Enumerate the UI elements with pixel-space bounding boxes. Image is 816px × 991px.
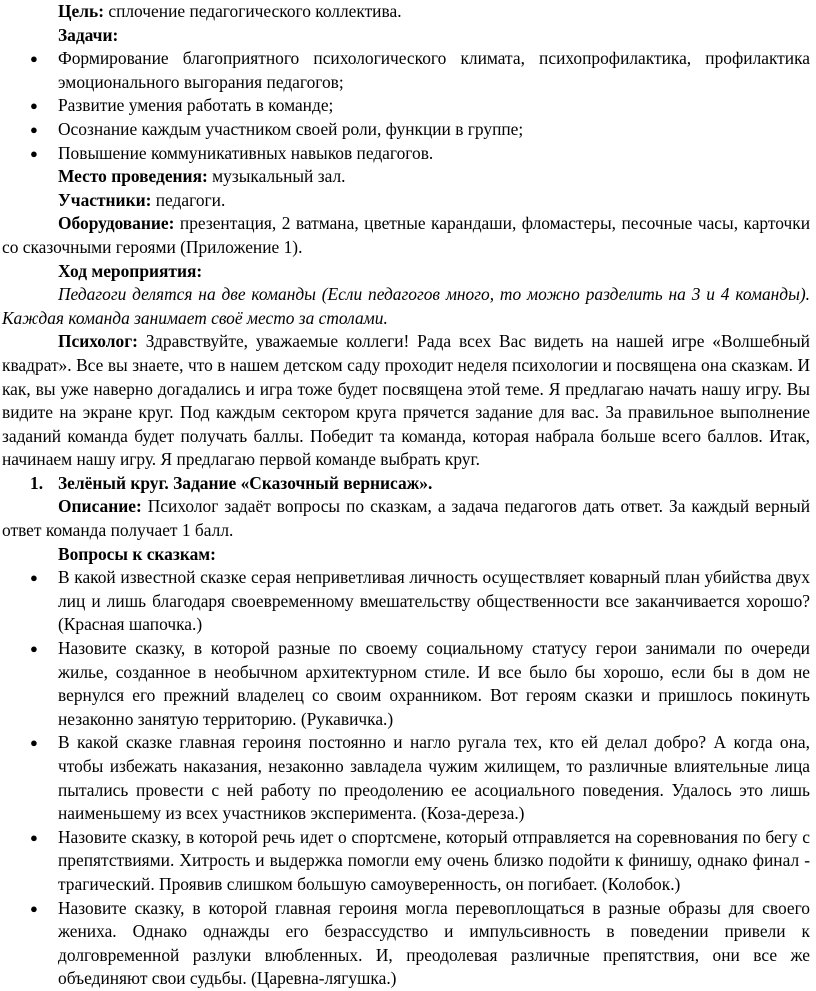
venue-line bbox=[2, 165, 810, 189]
list-item bbox=[2, 637, 810, 731]
psychologist-paragraph bbox=[2, 330, 810, 472]
psychologist-label: Психолог: bbox=[58, 331, 138, 352]
questions-heading-text: Вопросы к сказкам: bbox=[58, 543, 216, 564]
venue-label: Место проведения: bbox=[58, 166, 208, 187]
question-text: В какой сказке главная героиня постоянно и нагло ругала тех, кто ей делал добро? А когда она, чтобы избежать наказания, незаконно завладела чужим жилищем, то различные влиятельные лица пытались провести с ней работу по преодолению ее асоциального поведения. Удалось это лишь наименьшему из всех участников эксперимента. (Коза-дереза.) bbox=[58, 732, 810, 824]
question-text: Назовите сказку, в которой речь идет о спортсмене, который отправляется на соревнования по бегу с препятствиями. Хитрость и выдержка помогли ему очень близко подойти к финишу, однако финал - трагический. Проявив слишком большую самоуверенность, он погибает. (Колобок.) bbox=[58, 826, 810, 894]
task-text: Осознание каждым участником своей роли, функции в группе; bbox=[58, 118, 524, 139]
bullet-icon: ● bbox=[30, 145, 38, 161]
goal-text: сплочение педагогического коллектива. bbox=[104, 1, 402, 21]
task-text: Повышение коммуникативных навыков педагогов. bbox=[58, 142, 434, 163]
progress-heading bbox=[2, 260, 810, 284]
list-item bbox=[2, 94, 810, 118]
description-text: Психолог задаёт вопросы по сказкам, а задача педагогов дать ответ. За каждый верный ответ команда получает 1 балл. bbox=[2, 496, 810, 541]
list-item bbox=[2, 118, 810, 142]
tasks-heading bbox=[2, 24, 810, 48]
venue-text: музыкальный зал. bbox=[207, 166, 346, 187]
questions-heading bbox=[2, 543, 810, 567]
participants-line bbox=[2, 189, 810, 213]
equipment-label: Оборудование: bbox=[58, 213, 175, 234]
bullet-icon: ● bbox=[30, 121, 38, 137]
list-item bbox=[2, 47, 810, 94]
list-item bbox=[2, 142, 810, 166]
tasks-label: Задачи: bbox=[58, 24, 119, 45]
list-item bbox=[2, 731, 810, 825]
progress-heading-text: Ход мероприятия: bbox=[58, 260, 203, 281]
question-text: Назовите сказку, в которой главная героиня могла перевоплощаться в разные образы для своего жениха. Однако однажды его безрассудство и импульсивность в поведении привели к долговременной разлуки влюбленных. И, преодолевая различные препятствия, они все же объединяют свои судьбы. (Царевна-лягушка.) bbox=[58, 897, 810, 989]
bullet-icon: ● bbox=[30, 570, 38, 586]
section-list bbox=[2, 472, 810, 496]
questions-list bbox=[2, 566, 810, 991]
list-item bbox=[2, 566, 810, 637]
section-title-text: Зелёный круг. Задание «Сказочный вернисаж». bbox=[58, 472, 433, 493]
psychologist-text: Здравствуйте, уважаемые коллеги! Рада всех Вас видеть на нашей игре «Волшебный квадрат». Все вы знаете, что в нашем детском саду проходит неделя психологии и посвящена она сказкам. И как, вы уже наверно догадались и игра тоже будет посвящена этой теме. Я предлагаю начать нашу игру. Вы видите на экране круг. Под каждым сектором круга прячется задание для вас. За правильное выполнение заданий команда будет получать баллы. Победит та команда, которая набрала больше всего баллов. Итак, начинаем нашу игру. Я предлагаю первой команде выбрать круг. bbox=[2, 331, 810, 470]
question-text: В какой известной сказке серая неприветливая личность осуществляет коварный план убийства двух лиц и лишь благодаря своевременному вмешательству общественности все заканчивается хорошо? (Красная шапочка.) bbox=[58, 567, 810, 635]
participants-label: Участники: bbox=[58, 189, 152, 210]
participants-text: педагоги. bbox=[151, 189, 226, 210]
bullet-icon: ● bbox=[30, 829, 38, 845]
goal-label: Цель: bbox=[58, 1, 104, 21]
list-item bbox=[2, 826, 810, 897]
bullet-icon: ● bbox=[30, 51, 38, 67]
equipment-line bbox=[2, 212, 810, 259]
bullet-icon: ● bbox=[30, 900, 38, 916]
equipment-text: презентация, 2 ватмана, цветные карандаши, фломастеры, песочные часы, карточки со сказочными героями (Приложение 1). bbox=[2, 213, 810, 257]
bullet-icon: ● bbox=[30, 735, 38, 751]
instruction-paragraph: Педагоги делятся на две команды (Если педагогов много, то можно разделить на 3 и 4 команды). Каждая команда занимает своё место за столами. bbox=[2, 284, 810, 328]
goal-line bbox=[2, 0, 810, 24]
description-label: Описание: bbox=[58, 496, 142, 517]
task-text: Развитие умения работать в команде; bbox=[58, 95, 334, 116]
bullet-icon: ● bbox=[30, 641, 38, 657]
tasks-list bbox=[2, 47, 810, 165]
bullet-icon: ● bbox=[30, 98, 38, 114]
question-text: Назовите сказку, в которой разные по своему социальному статусу герои занимали по очереди жилье, созданное в необычном архитектурном стиле. И все было бы хорошо, если бы в дом не вернулся его прежний владелец со своим охранником. Вот героям сказки и пришлось покинуть незаконно занятую территорию. (Рукавичка.) bbox=[58, 638, 810, 729]
section-1-title bbox=[2, 472, 810, 496]
section-description bbox=[2, 495, 810, 542]
task-text: Формирование благоприятного психологического климата, психопрофилактика, профилактика эмоционального выгорания педагогов; bbox=[58, 48, 810, 92]
list-item bbox=[2, 897, 810, 991]
section-number: 1. bbox=[30, 472, 44, 493]
